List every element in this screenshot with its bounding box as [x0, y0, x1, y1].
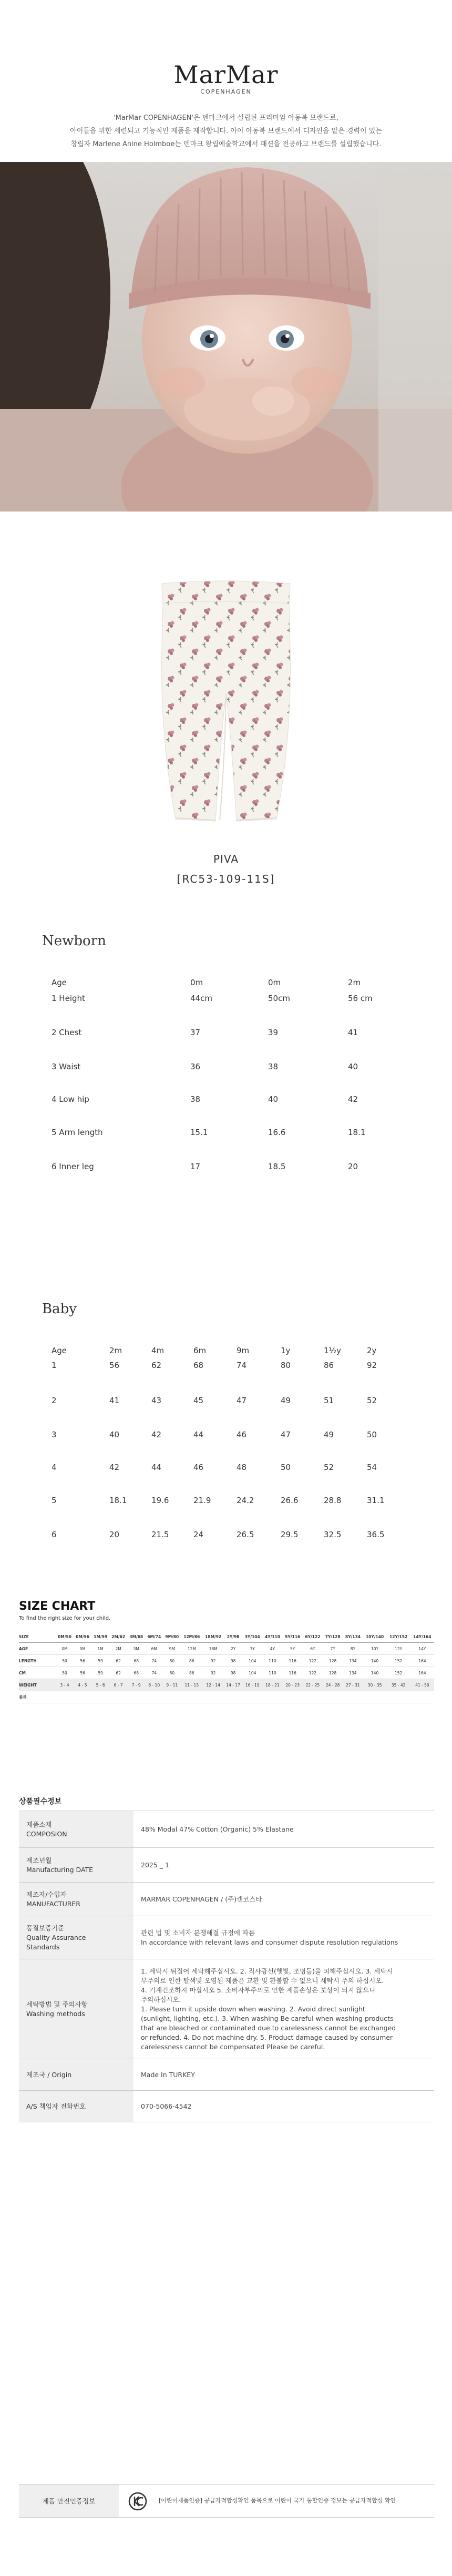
info-key-line: 제조국 / Origin: [26, 2070, 72, 2079]
info-key-line: MANUFACTURER: [26, 1899, 80, 1908]
baby-value-cell: 31.1: [367, 1496, 385, 1505]
info-key-line: A/S 책임자 전화번호: [26, 2102, 86, 2110]
info-key-line: 제조년월: [26, 1856, 52, 1864]
size-chart-row-label: LENGTH: [19, 1655, 56, 1667]
baby-row-label: 2: [52, 1396, 57, 1405]
info-key: [19, 1883, 133, 1916]
baby-value-cell: 42: [151, 1430, 162, 1439]
baby-value-cell: 46: [193, 1463, 204, 1472]
newborn-value-cell: 17: [190, 1162, 201, 1171]
info-row: [19, 1916, 434, 1959]
info-row: [19, 1848, 434, 1883]
size-chart-cell: 104: [242, 1655, 262, 1667]
baby-value-cell: 44: [193, 1430, 204, 1439]
baby-value-cell: 28.8: [324, 1496, 342, 1505]
newborn-header-cell: 0m: [268, 978, 281, 987]
newborn-title: Newborn: [42, 933, 106, 949]
baby-value-cell: 51: [324, 1396, 334, 1405]
baby-value-cell: 80: [281, 1361, 291, 1370]
size-chart-cell: [74, 1691, 91, 1703]
size-chart-cell: 41 - 50: [410, 1679, 434, 1691]
info-key: [19, 1959, 133, 2059]
baby-header-cell: 4m: [151, 1346, 165, 1355]
baby-header-cell: 2y: [367, 1346, 377, 1355]
size-chart-cell: [323, 1691, 343, 1703]
size-chart-cell: 92: [202, 1667, 224, 1679]
size-chart-cell: 140: [363, 1655, 387, 1667]
newborn-header-cell: Age: [52, 978, 67, 987]
size-chart-cell: 59: [91, 1667, 109, 1679]
newborn-row-label: 1 Height: [52, 994, 85, 1003]
size-chart-cell: [303, 1691, 323, 1703]
product-info-table: [19, 1811, 434, 2122]
info-key-line: COMPOSION: [26, 1829, 67, 1838]
size-chart-header-cell: 7Y/128: [323, 1631, 343, 1643]
baby-size-table: [52, 1346, 419, 1593]
size-chart-header-cell: 2Y/98: [224, 1631, 242, 1643]
newborn-value-cell: 16.6: [268, 1128, 286, 1137]
size-chart-cell: 98: [224, 1655, 242, 1667]
info-row: [19, 2059, 434, 2091]
size-chart-cell: 24 - 28: [323, 1679, 343, 1691]
info-row: [19, 1883, 434, 1916]
size-chart-cell: 3M: [127, 1643, 145, 1655]
size-chart-cell: 62: [109, 1667, 127, 1679]
size-chart-cell: 35 - 42: [387, 1679, 410, 1691]
baby-lifestyle-photo: [0, 162, 452, 512]
size-chart-row: [19, 1679, 434, 1691]
baby-row-label: 1: [52, 1361, 57, 1370]
info-value-line: 48% Modal 47% Cotton (Organic) 5% Elastane: [141, 1825, 294, 1833]
info-value-line: 070-5066-4542: [141, 2102, 192, 2110]
baby-value-cell: 86: [324, 1361, 334, 1370]
size-chart-cell: [387, 1691, 410, 1703]
size-chart-cell: 128: [323, 1655, 343, 1667]
info-value-line: 부주의로 인한 탈색및 오염된 제품은 교환 및 환불할 수 없으니 세탁시 주의 하십시오.: [141, 1976, 384, 1985]
size-chart-cell: [410, 1691, 434, 1703]
info-value: [133, 1916, 434, 1959]
baby-value-cell: 26.6: [281, 1496, 299, 1505]
newborn-value-cell: 42: [348, 1095, 358, 1104]
size-chart-cell: 18M: [202, 1643, 224, 1655]
baby-value-cell: 21.5: [151, 1530, 169, 1539]
leggings-illustration: [152, 578, 300, 825]
size-chart-header-cell: 3M/68: [127, 1631, 145, 1643]
size-chart-header-cell: 2M/62: [109, 1631, 127, 1643]
size-chart-cell: 5 - 6: [91, 1679, 109, 1691]
size-chart-cell: 1M: [91, 1643, 109, 1655]
newborn-row-label: 4 Low hip: [52, 1095, 89, 1104]
baby-value-cell: 50: [367, 1430, 377, 1439]
size-chart-header-cell: 9M/80: [163, 1631, 181, 1643]
info-key-line: 품질보증기준: [26, 1924, 65, 1932]
size-chart-cell: 7Y: [323, 1643, 343, 1655]
size-chart-cell: 98: [224, 1667, 242, 1679]
size-chart-cell: 3Y: [242, 1643, 262, 1655]
newborn-value-cell: 18.1: [348, 1128, 366, 1137]
certification-text: [어린이제품인증] 공급자적합성확인 품목으로 어린이 국가 통합인증 정보는 공급자적합성 확인: [159, 2497, 396, 2504]
size-chart-header-row: [19, 1631, 434, 1643]
size-chart-row-label: WEIGHT: [19, 1679, 56, 1691]
certification-row: [19, 2484, 434, 2518]
certification-label: 제품 안전인증정보: [19, 2485, 119, 2517]
size-chart-row: [19, 1655, 434, 1667]
size-chart-header-cell: 6Y/122: [303, 1631, 323, 1643]
size-chart-cell: 9 - 11: [163, 1679, 181, 1691]
info-value-line: 4. 기계건조하지 마십시오 5. 소비자부주의로 인한 제품손상은 보상이 되지 않으니: [141, 1986, 376, 1994]
size-chart-cell: 116: [283, 1667, 303, 1679]
baby-value-cell: 49: [281, 1396, 291, 1405]
size-chart-cell: 6Y: [303, 1643, 323, 1655]
baby-value-cell: 24.2: [237, 1496, 254, 1505]
newborn-value-cell: 50cm: [268, 994, 290, 1003]
baby-title: Baby: [42, 1301, 77, 1317]
baby-value-cell: 68: [193, 1361, 204, 1370]
size-chart-cell: 2M: [109, 1643, 127, 1655]
size-chart-cell: [363, 1691, 387, 1703]
size-chart-header-cell: 14Y/164: [410, 1631, 434, 1643]
info-row: [19, 1811, 434, 1848]
newborn-size-table: [52, 978, 419, 1246]
baby-value-cell: 92: [367, 1361, 377, 1370]
size-chart-cell: [343, 1691, 363, 1703]
product-name: PIVA: [213, 853, 239, 865]
baby-value-cell: 47: [237, 1396, 247, 1405]
size-chart-cell: 134: [343, 1655, 363, 1667]
brand-intro: [42, 111, 410, 151]
newborn-row-label: 6 Inner leg: [52, 1162, 94, 1171]
size-chart-cell: 110: [262, 1667, 282, 1679]
newborn-value-cell: 40: [268, 1095, 279, 1104]
newborn-value-cell: 38: [268, 1062, 279, 1071]
baby-value-cell: 19.6: [151, 1496, 169, 1505]
baby-value-cell: 29.5: [281, 1530, 299, 1539]
intro-line: 아이들을 위한 세련되고 기능적인 제품을 제작합니다. 아이 아동복 브랜드에서 디자인을 맡은 경력이 있는: [70, 127, 382, 135]
size-chart-header-cell: 12M/86: [181, 1631, 202, 1643]
size-chart-cell: [109, 1691, 127, 1703]
info-key-line: 세탁방법 및 주의사항: [26, 2000, 88, 2008]
size-chart-cell: 128: [323, 1667, 343, 1679]
info-key: [19, 1916, 133, 1959]
size-chart-cell: 164: [410, 1655, 434, 1667]
baby-value-cell: 21.9: [193, 1496, 211, 1505]
size-chart-cell: 74: [145, 1655, 163, 1667]
brand-logo: MarMar: [173, 60, 279, 89]
size-chart-header-cell: 5Y/116: [283, 1631, 303, 1643]
size-chart-cell: 22 - 25: [303, 1679, 323, 1691]
info-row: [19, 2091, 434, 2122]
baby-value-cell: 52: [367, 1396, 377, 1405]
newborn-header-cell: 0m: [190, 978, 203, 987]
info-value: [133, 2059, 434, 2091]
info-value-line: 2025 _ 1: [141, 1861, 169, 1869]
newborn-header-cell: 2m: [348, 978, 361, 987]
baby-value-cell: 36.5: [367, 1530, 385, 1539]
size-chart-subtitle: To find the right size for your child.: [19, 1616, 111, 1621]
size-chart-header-cell: 0M/50: [56, 1631, 74, 1643]
newborn-row-label: 2 Chest: [52, 1028, 82, 1037]
size-chart-cell: 122: [303, 1655, 323, 1667]
size-chart-table: [19, 1631, 434, 1703]
baby-row-label: 3: [52, 1430, 57, 1439]
size-chart-cell: 20 - 23: [283, 1679, 303, 1691]
info-key: [19, 2091, 133, 2122]
baby-value-cell: 45: [193, 1396, 204, 1405]
baby-value-cell: 48: [237, 1463, 247, 1472]
info-key-line: 제품소재: [26, 1820, 52, 1828]
info-row: [19, 1959, 434, 2059]
info-value-line: carelessness cannot be compensated Please be careful.: [141, 2042, 325, 2051]
baby-value-cell: 46: [237, 1430, 247, 1439]
size-chart-cell: 18 - 21: [262, 1679, 282, 1691]
newborn-value-cell: 41: [348, 1028, 358, 1037]
baby-header-cell: 2m: [109, 1346, 122, 1355]
size-chart-title: SIZE CHART: [19, 1600, 96, 1613]
size-chart-cell: 9M: [163, 1643, 181, 1655]
size-chart-cell: [127, 1691, 145, 1703]
baby-value-cell: 49: [324, 1430, 334, 1439]
size-chart-cell: [224, 1691, 242, 1703]
size-chart-cell: 86: [181, 1667, 202, 1679]
size-chart-cell: 6 - 7: [109, 1679, 127, 1691]
baby-value-cell: 62: [151, 1361, 162, 1370]
size-chart-cell: 164: [410, 1667, 434, 1679]
size-chart-header-cell: 3Y/104: [242, 1631, 262, 1643]
size-chart-cell: 122: [303, 1667, 323, 1679]
size-chart-header-cell: 12Y/152: [387, 1631, 410, 1643]
product-image-leggings: [152, 578, 300, 825]
newborn-value-cell: 15.1: [190, 1128, 208, 1137]
baby-value-cell: 26.5: [237, 1530, 254, 1539]
size-chart-cell: 68: [127, 1667, 145, 1679]
size-chart-row-label: AGE: [19, 1643, 56, 1655]
baby-value-cell: 44: [151, 1463, 162, 1472]
newborn-value-cell: 18.5: [268, 1162, 286, 1171]
product-code: [RC53-109-11S]: [177, 873, 275, 885]
info-value-line: that are bleached or contaminated due to carelessness cannot be exchanged: [141, 2023, 396, 2032]
size-chart-cell: 8 - 10: [145, 1679, 163, 1691]
size-chart-cell: 104: [242, 1667, 262, 1679]
size-chart-cell: 27 - 31: [343, 1679, 363, 1691]
baby-value-cell: 56: [109, 1361, 120, 1370]
size-chart-cell: 2Y: [224, 1643, 242, 1655]
size-chart-cell: 11 - 13: [181, 1679, 202, 1691]
size-chart-cell: 62: [109, 1655, 127, 1667]
size-chart-cell: 7 - 9: [127, 1679, 145, 1691]
info-value-line: 관련 법 및 소비자 분쟁해결 규정에 따름: [141, 1928, 255, 1937]
info-key-line: 제조자/수입자: [26, 1890, 67, 1898]
baby-value-cell: 74: [237, 1361, 247, 1370]
size-chart-cell: 92: [202, 1655, 224, 1667]
product-info-title: 상품필수정보: [19, 1797, 62, 1806]
baby-value-cell: 24: [193, 1530, 204, 1539]
size-chart-cell: 86: [181, 1655, 202, 1667]
baby-value-cell: 47: [281, 1430, 291, 1439]
intro-line: 'MarMar COPENHAGEN'은 덴마크에서 설립된 프리미엄 아동복 브랜드로,: [114, 114, 338, 122]
info-value-line: MARMAR COPENHAGEN / (주)캔코스타: [141, 1895, 262, 1903]
newborn-value-cell: 56 cm: [348, 994, 373, 1003]
info-value: [133, 1848, 434, 1883]
baby-header-cell: Age: [52, 1346, 67, 1355]
size-chart-cell: 59: [91, 1655, 109, 1667]
size-chart-cell: 110: [262, 1655, 282, 1667]
size-chart-header-cell: 0M/56: [74, 1631, 91, 1643]
baby-value-cell: 40: [109, 1430, 120, 1439]
size-chart-header-cell: 10Y/140: [363, 1631, 387, 1643]
size-chart-cell: 116: [283, 1655, 303, 1667]
newborn-row-label: 3 Waist: [52, 1062, 81, 1071]
size-chart-row: [19, 1691, 434, 1703]
info-key-line: Quality Assurance: [26, 1933, 86, 1941]
baby-value-cell: 50: [281, 1463, 291, 1472]
info-key-line: Manufacturing DATE: [26, 1865, 94, 1874]
size-chart-header-cell: 4Y/110: [262, 1631, 282, 1643]
size-chart-cell: 12M: [181, 1643, 202, 1655]
size-chart-cell: 4 - 5: [74, 1679, 91, 1691]
size-chart-cell: 50: [56, 1655, 74, 1667]
size-chart-cell: 80: [163, 1655, 181, 1667]
size-chart-cell: 0M: [74, 1643, 91, 1655]
size-chart-header-cell: 8Y/134: [343, 1631, 363, 1643]
baby-row-label: 5: [52, 1496, 57, 1505]
size-chart-cell: 14Y: [410, 1643, 434, 1655]
baby-header-cell: 9m: [237, 1346, 250, 1355]
size-chart-cell: 80: [163, 1667, 181, 1679]
size-chart-cell: 152: [387, 1667, 410, 1679]
info-value-line: In accordance with relevant laws and consumer dispute resolution regulations: [141, 1938, 398, 1946]
baby-row-label: 6: [52, 1530, 57, 1539]
size-chart-header-cell: 18M/92: [202, 1631, 224, 1643]
baby-value-cell: 32.5: [324, 1530, 342, 1539]
baby-row-label: 4: [52, 1463, 57, 1472]
size-chart-cell: [262, 1691, 282, 1703]
intro-line: 창립자 Marlene Anine Holmboe는 덴마크 왕립예술학교에서 패션을 전공하고 브랜드를 설립했습니다.: [70, 140, 382, 148]
info-value: [133, 1883, 434, 1916]
size-chart-cell: [283, 1691, 303, 1703]
info-value: [133, 1959, 434, 2059]
size-chart-cell: 56: [74, 1655, 91, 1667]
baby-header-cell: 1y: [281, 1346, 291, 1355]
baby-value-cell: 43: [151, 1396, 162, 1405]
baby-value-cell: 52: [324, 1463, 334, 1472]
newborn-value-cell: 20: [348, 1162, 358, 1171]
info-value-line: 1. 세탁시 뒤집어 세탁해주십시오. 2. 직사광선(햇빛, 조명등)을 피해주십시오. 3. 세탁시: [141, 1967, 393, 1975]
size-chart-row: [19, 1667, 434, 1679]
size-chart-cell: [202, 1691, 224, 1703]
info-value-line: or refunded. 4. Do not machine dry. 5. Product damage caused by consumer: [141, 2033, 393, 2041]
newborn-value-cell: 40: [348, 1062, 358, 1071]
size-chart-cell: 12Y: [387, 1643, 410, 1655]
baby-value-cell: 41: [109, 1396, 120, 1405]
size-chart-cell: 5Y: [283, 1643, 303, 1655]
baby-value-cell: 20: [109, 1530, 120, 1539]
size-chart-cell: [181, 1691, 202, 1703]
size-chart-cell: 140: [363, 1667, 387, 1679]
size-chart-cell: 16 - 19: [242, 1679, 262, 1691]
info-key: [19, 1848, 133, 1883]
size-chart-cell: [145, 1691, 163, 1703]
size-chart-cell: [242, 1691, 262, 1703]
size-chart-cell: 68: [127, 1655, 145, 1667]
size-chart-cell: 4Y: [262, 1643, 282, 1655]
size-chart-cell: 14 - 17: [224, 1679, 242, 1691]
baby-header-cell: 6m: [193, 1346, 207, 1355]
newborn-value-cell: 39: [268, 1028, 279, 1037]
size-chart-cell: [91, 1691, 109, 1703]
size-chart-cell: 12 - 14: [202, 1679, 224, 1691]
info-value-line: 1. Please turn it upside down when washing. 2. Avoid direct sunlight: [141, 2005, 365, 2013]
size-chart-header-cell: 6M/74: [145, 1631, 163, 1643]
size-chart-row-label: CM: [19, 1667, 56, 1679]
info-value: [133, 1811, 434, 1848]
newborn-value-cell: 37: [190, 1028, 201, 1037]
size-chart-cell: 56: [74, 1667, 91, 1679]
size-chart-cell: 3 - 4: [56, 1679, 74, 1691]
newborn-value-cell: 44cm: [190, 994, 212, 1003]
info-value: [133, 2091, 434, 2122]
size-chart-cell: [163, 1691, 181, 1703]
size-chart-header-cell: SIZE: [19, 1631, 56, 1643]
size-chart-cell: [56, 1691, 74, 1703]
size-chart-cell: 50: [56, 1667, 74, 1679]
info-value-line: Made In TURKEY: [141, 2070, 195, 2079]
size-chart-cell: 134: [343, 1667, 363, 1679]
baby-photo-illustration: [0, 162, 452, 512]
baby-header-cell: 1½y: [324, 1346, 341, 1355]
size-chart-cell: 30 - 35: [363, 1679, 387, 1691]
baby-value-cell: 42: [109, 1463, 120, 1472]
newborn-row-label: 5 Arm length: [52, 1128, 103, 1137]
info-key: [19, 2059, 133, 2091]
baby-value-cell: 54: [367, 1463, 377, 1472]
size-chart-cell: 0M: [56, 1643, 74, 1655]
info-value-line: (sunlight, lighting, etc.). 3. When washing Be careful when washing products: [141, 2014, 394, 2022]
size-chart-cell: 10Y: [363, 1643, 387, 1655]
baby-value-cell: 18.1: [109, 1496, 127, 1505]
brand-subtitle: COPENHAGEN: [200, 88, 252, 95]
size-chart-cell: 6M: [145, 1643, 163, 1655]
info-key: [19, 1811, 133, 1848]
newborn-value-cell: 36: [190, 1062, 201, 1071]
size-chart-cell: 8Y: [343, 1643, 363, 1655]
size-chart-row-label: 종류: [19, 1691, 56, 1703]
info-key-line: Washing methods: [26, 2009, 85, 2018]
size-chart-row: [19, 1643, 434, 1655]
info-key-line: Standards: [26, 1943, 60, 1951]
size-chart-cell: 152: [387, 1655, 410, 1667]
size-chart-cell: 74: [145, 1667, 163, 1679]
newborn-value-cell: 38: [190, 1095, 201, 1104]
size-chart-header-cell: 1M/59: [91, 1631, 109, 1643]
info-value-line: 주의하십시오.: [141, 1995, 181, 2003]
kc-mark-icon: [128, 2492, 147, 2511]
